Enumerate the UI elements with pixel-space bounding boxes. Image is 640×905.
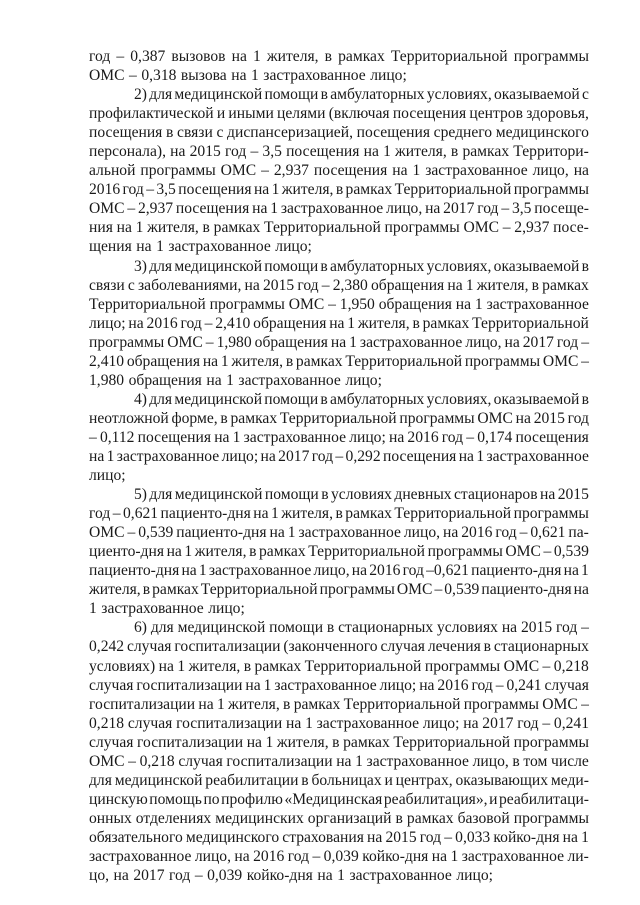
text-line: на 1 застрахованное лицо; на 2017 год – 0,292 посещения на 1 застрахованное (89, 447, 589, 465)
text-line: лицо; на 2016 год – 2,410 обращения на 1 жителя, в рамках Территориальной (89, 314, 589, 332)
document-body-text (89, 47, 589, 885)
text-line: профилактической и иными целями (включая посещения центров здоровья, (89, 105, 589, 123)
text-line: 1,980 обращения на 1 застрахованное лицо; (89, 371, 382, 389)
text-line: 0,218 случая госпитализации на 1 застрахованное лицо; на 2017 год – 0,241 (89, 714, 589, 732)
text-line: пациенто-дня на 1 застрахованное лицо, на 2016 год –0,621 пациенто-дня на 1 (89, 562, 589, 580)
text-line: 5) для медицинской помощи в условиях дневных стационаров на 2015 (134, 486, 589, 504)
text-line: случая госпитализации на 1 жителя, в рамках Территориальной программы (89, 733, 589, 751)
text-line: для медицинской реабилитации в больницах и центрах, оказывающих меди- (89, 771, 589, 789)
text-line: 4) для медицинской помощи в амбулаторных условиях, оказываемой в (134, 390, 589, 408)
text-line: ОМС – 0,539 пациенто-дня на 1 застрахованное лицо, на 2016 год – 0,621 па- (89, 524, 589, 542)
text-line: обязательного медицинского страхования на 2015 год – 0,033 койко-дня на 1 (89, 828, 589, 846)
text-line: год – 0,387 вызовов на 1 жителя, в рамках Территориальной программы (89, 48, 589, 65)
text-line: ОМС – 0,218 случая госпитализации на 1 застрахованное лицо, в том числе (89, 752, 589, 770)
text-line: неотложной форме, в рамках Территориальной программы ОМС на 2015 год (89, 409, 589, 427)
text-line: застрахованное лицо, на 2016 год – 0,039 койко-дня на 1 застрахованное ли- (89, 847, 589, 865)
text-line: госпитализации на 1 жителя, в рамках Территориальной программы ОМС – (89, 695, 589, 713)
text-line: посещения в связи с диспансеризацией, посещения среднего медицинского (89, 124, 589, 142)
text-line: год – 0,621 пациенто-дня на 1 жителя, в рамках Территориальной программы (89, 505, 589, 523)
text-line: 3) для медицинской помощи в амбулаторных условиях, оказываемой в (134, 257, 589, 275)
text-line: жителя, в рамках Территориальной программы ОМС – 0,539 пациенто-дня на (89, 581, 589, 599)
text-line: – 0,112 посещения на 1 застрахованное лицо; на 2016 год – 0,174 посещения (89, 428, 589, 446)
text-line: 0,242 случая госпитализации (законченного случая лечения в стационарных (89, 638, 589, 656)
text-line: альной программы ОМС – 2,937 посещения на 1 застрахованное лицо, на (89, 162, 589, 180)
text-line: персонала), на 2015 год – 3,5 посещения на 1 жителя, в рамках Территори- (89, 143, 589, 161)
text-line: условиях) на 1 жителя, в рамках Территориальной программы ОМС – 0,218 (89, 657, 589, 675)
text-line: цинскую помощь по профилю «Медицинская реабилитация», и реабилитаци- (89, 790, 589, 808)
text-line: 6) для медицинской помощи в стационарных условиях на 2015 год – (134, 619, 589, 637)
text-line: циенто-дня на 1 жителя, в рамках Территориальной программы ОМС – 0,539 (89, 543, 589, 561)
text-line: 1 застрахованное лицо; (89, 600, 245, 618)
text-line: связи с заболеваниями, на 2015 год – 2,380 обращения на 1 жителя, в рамках (89, 276, 589, 294)
text-line: программы ОМС – 1,980 обращения на 1 застрахованное лицо, на 2017 год – (89, 333, 589, 351)
text-line: онных отделениях медицинских организаций в рамках базовой программы (89, 809, 589, 827)
text-line: лицо; (89, 467, 126, 485)
text-line: щения на 1 застрахованное лицо; (89, 238, 312, 256)
text-line: цо, на 2017 год – 0,039 койко-дня на 1 застрахованное лицо; (89, 867, 493, 885)
text-line: ОМС – 0,318 вызова на 1 застрахованное лицо; (89, 67, 407, 85)
text-line: 2016 год – 3,5 посещения на 1 жителя, в рамках Территориальной программы (89, 181, 589, 199)
text-line: случая госпитализации на 1 застрахованное лицо; на 2016 год – 0,241 случая (89, 676, 589, 694)
text-line: ОМС – 2,937 посещения на 1 застрахованное лицо, на 2017 год – 3,5 посеще- (89, 200, 589, 218)
text-line: Территориальной программы ОМС – 1,950 обращения на 1 застрахованное (89, 295, 589, 313)
text-line: ния на 1 жителя, в рамках Территориальной программы ОМС – 2,937 посе- (89, 219, 589, 237)
text-line: 2) для медицинской помощи в амбулаторных условиях, оказываемой с (134, 86, 589, 104)
text-line: 2,410 обращения на 1 жителя, в рамках Территориальной программы ОМС – (89, 352, 589, 370)
